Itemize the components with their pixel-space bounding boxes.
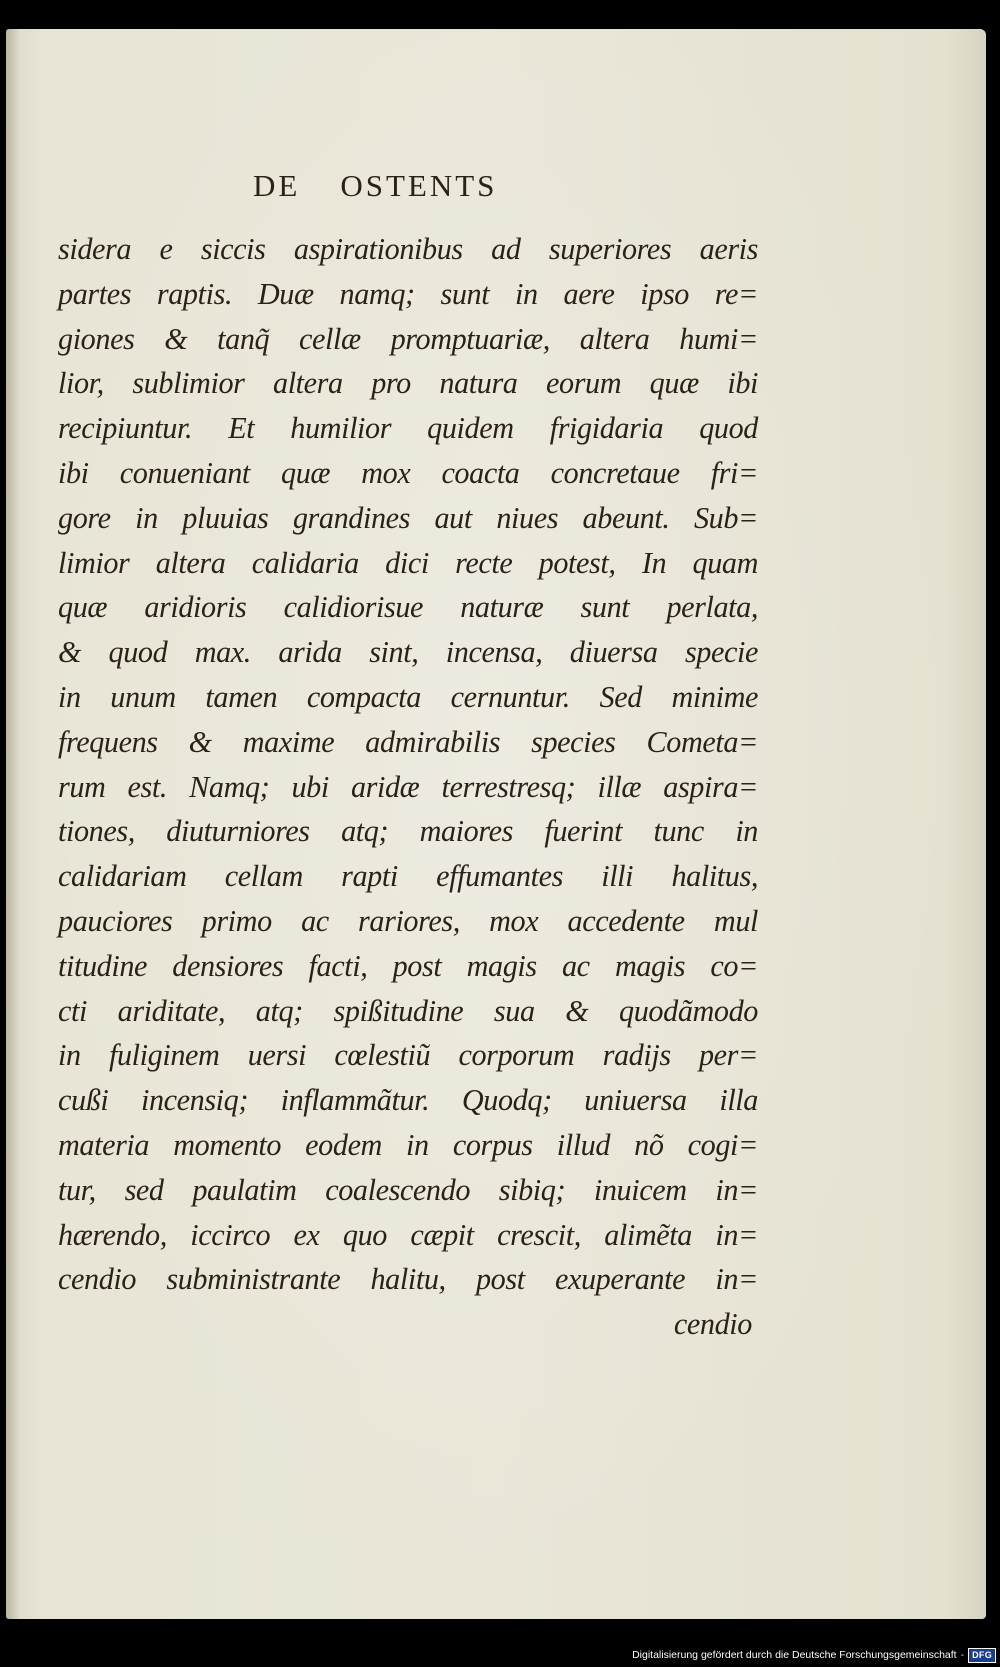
text-line-18: cti ariditate, atq; spißitudine sua & quodãmodo (58, 993, 758, 1028)
credit-text: Digitalisierung gefördert durch die Deutsche Forschungsgemeinschaft (632, 1649, 957, 1661)
text-line-15: calidariam cellam rapti effumantes illi halitus, (58, 859, 758, 894)
text-line-12: frequens & maxime admirabilis species Cometa= (58, 724, 758, 759)
text-line-13: rum est. Namq; ubi aridæ terrestresq; illæ aspira= (58, 769, 758, 804)
text-line-7: gore in pluuias grandines aut niues abeunt. Sub= (58, 500, 758, 535)
text-line-2: partes raptis. Duæ namq; sunt in aere ipso re= (58, 276, 758, 311)
book-page (6, 29, 986, 1619)
text-line-3: giones & tanq̃ cellæ promptuariæ, altera humi= (58, 321, 758, 356)
gutter-shadow (6, 29, 20, 1619)
text-line-4: lior, sublimior altera pro natura eorum quæ ibi (58, 366, 758, 401)
text-line-23: hærendo, iccirco ex quo cæpit crescit, alimẽta in= (58, 1217, 758, 1252)
text-line-22: tur, sed paulatim coalescendo sibiq; inuicem in= (58, 1172, 758, 1207)
text-line-1: sidera e siccis aspirationibus ad superiores aeris (58, 232, 758, 266)
text-line-9: quæ aridioris calidiorisue naturæ sunt perlata, (58, 590, 758, 625)
text-line-21: materia momento eodem in corpus illud nõ cogi= (58, 1127, 758, 1162)
text-line-10: & quod max. arida sint, incensa, diuersa specie (58, 635, 758, 670)
digitization-credit (632, 1646, 996, 1664)
dfg-logo-icon (968, 1648, 996, 1663)
text-line-17: titudine densiores facti, post magis ac magis co= (58, 948, 758, 983)
text-line-5: recipiuntur. Et humilior quidem frigidaria quod (58, 411, 758, 446)
text-line-19: in fuliginem uersi cœlestiũ corporum radijs per= (58, 1038, 758, 1073)
text-block (58, 159, 758, 1347)
text-line-6: ibi conueniant quæ mox coacta concretaue fri= (58, 455, 758, 490)
text-line-16: pauciores primo ac rariores, mox accedente mul (58, 903, 758, 938)
catchword: cendio (673, 1307, 752, 1342)
text-line-8: limior altera calidaria dici recte potest, In quam (58, 545, 758, 580)
dfg-logo-text: DFG (972, 1650, 992, 1660)
running-head (58, 159, 758, 213)
text-line-20: cußi incensiq; inflammãtur. Quodq; uniuersa illa (58, 1083, 758, 1118)
running-head-word-2: OSTENTS (340, 168, 498, 203)
running-head-word-1: DE (253, 168, 301, 203)
text-line-11: in unum tamen compacta cernuntur. Sed minime (58, 679, 758, 714)
text-line-24: cendio subministrante halitu, post exuperante in= (58, 1262, 758, 1297)
credit-separator: - (960, 1649, 965, 1661)
text-line-14: tiones, diuturniores atq; maiores fuerint tunc in (58, 814, 758, 849)
